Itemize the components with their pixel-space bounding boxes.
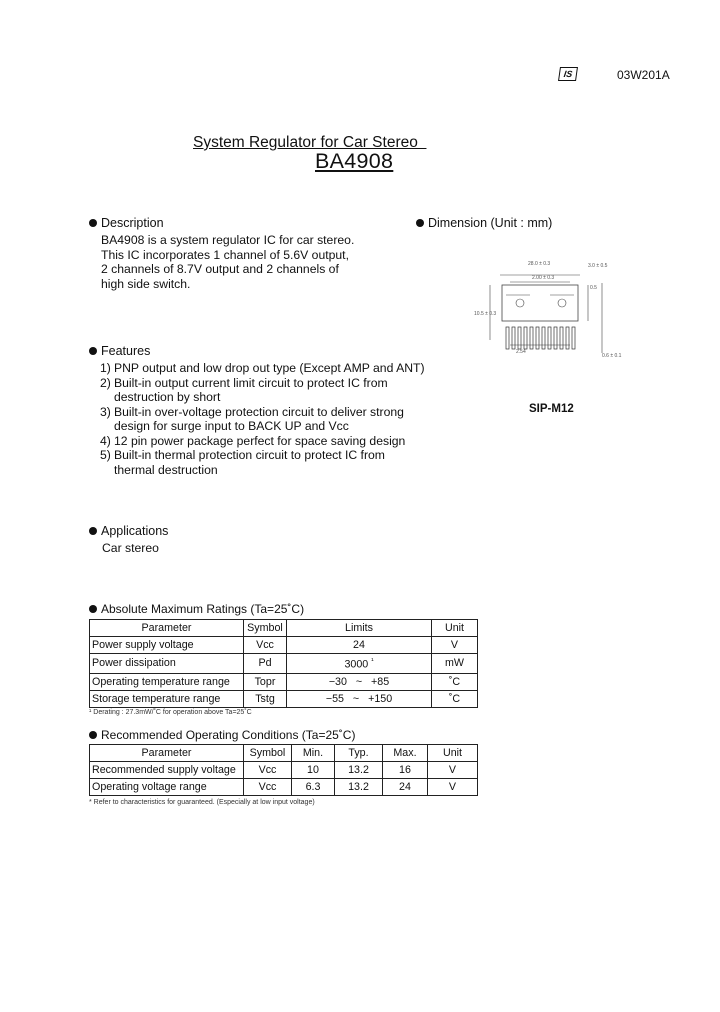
symbol-cell: Vcc <box>244 637 287 654</box>
limits-cell <box>287 690 432 707</box>
limit-separator: ~ <box>355 675 363 688</box>
feature-text: Built-in output current limit circuit to protect IC from <box>114 375 388 390</box>
limits-cell <box>287 673 432 690</box>
features-heading <box>89 344 150 358</box>
feature-text: 12 pin power package perfect for space saving design <box>114 433 406 448</box>
abs-max-table <box>89 619 478 708</box>
table-header-row <box>90 620 478 637</box>
min-cell: 10 <box>292 762 335 779</box>
limits-value: 3000 <box>344 658 369 671</box>
feature-item <box>100 376 425 391</box>
limit-min: −30 <box>328 675 347 688</box>
rec-op-heading <box>89 728 355 742</box>
unit-cell: V <box>432 637 478 654</box>
rec-op-footnote: * Refer to characteristics for guaranteed. (Especially at low input voltage) <box>89 799 315 806</box>
dim-label-offset: 0.5 <box>590 285 597 291</box>
column-header: Unit <box>432 620 478 637</box>
column-header: Symbol <box>244 620 287 637</box>
symbol-cell: Vcc <box>244 779 292 796</box>
feature-text: PNP output and low drop out type (Except AMP and ANT) <box>114 361 425 375</box>
column-header: Limits <box>287 620 432 637</box>
feature-number: 5) <box>100 448 111 462</box>
feature-item <box>100 448 425 463</box>
dim-label-inner: 2.00 ± 0.3 <box>532 275 555 281</box>
feature-text-continued: destruction by short <box>114 390 221 404</box>
dim-label-width: 28.0 ± 0.3 <box>528 261 551 267</box>
symbol-cell: Tstg <box>244 690 287 707</box>
table-row <box>90 637 478 654</box>
abs-max-footnote: ¹ Derating : 27.3mW/˚C for operation above Ta=25˚C <box>89 709 252 716</box>
table-header-row <box>90 745 478 762</box>
column-header: Parameter <box>90 620 244 637</box>
table-row <box>90 690 478 707</box>
description-line: 2 channels of 8.7V output and 2 channels of <box>101 262 339 276</box>
table-row <box>90 673 478 690</box>
limit-separator: ~ <box>352 692 360 705</box>
bullet-icon <box>416 219 424 227</box>
param-cell: Power dissipation <box>90 654 244 674</box>
footnote-mark: ¹ <box>371 658 374 665</box>
feature-text: Built-in over-voltage protection circuit to deliver strong <box>114 404 404 419</box>
column-header: Unit <box>428 745 478 762</box>
typ-cell: 13.2 <box>335 779 383 796</box>
package-dimension-drawing <box>470 255 630 365</box>
param-cell: Operating voltage range <box>90 779 244 796</box>
description-body <box>101 233 354 291</box>
bullet-icon <box>89 605 97 613</box>
column-header: Symbol <box>244 745 292 762</box>
feature-text-continued: thermal destruction <box>114 462 218 477</box>
feature-number: 2) <box>100 375 111 390</box>
abs-max-heading-text: Absolute Maximum Ratings (Ta=25˚C) <box>101 602 305 616</box>
min-cell: 6.3 <box>292 779 335 796</box>
symbol-cell: Vcc <box>244 762 292 779</box>
dimension-heading-text: Dimension (Unit : mm) <box>428 216 553 230</box>
rec-op-table <box>89 744 478 796</box>
limit-max: +150 <box>368 692 393 705</box>
feature-item <box>100 434 425 449</box>
limits-cell: 24 <box>287 637 432 654</box>
feature-item <box>100 361 425 376</box>
param-cell: Storage temperature range <box>90 690 244 707</box>
applications-text: Car stereo <box>102 541 159 555</box>
feature-text-continued: design for surge input to BACK UP and Vcc <box>114 419 349 433</box>
bullet-icon <box>89 219 97 227</box>
feature-item <box>100 405 425 420</box>
dim-label-height: 10.5 ± 0.3 <box>474 311 497 317</box>
param-cell: Recommended supply voltage <box>90 762 244 779</box>
applications-heading <box>89 524 168 538</box>
description-heading-text: Description <box>101 216 164 230</box>
bullet-icon <box>89 731 97 739</box>
unit-cell: ˚C <box>432 690 478 707</box>
column-header: Max. <box>383 745 428 762</box>
symbol-cell: Topr <box>244 673 287 690</box>
bullet-icon <box>89 347 97 355</box>
table-row <box>90 762 478 779</box>
document-number: 03W201A <box>617 68 670 82</box>
document-subtitle: System Regulator for Car Stereo <box>193 134 427 151</box>
typ-cell: 13.2 <box>335 762 383 779</box>
param-cell: Operating temperature range <box>90 673 244 690</box>
dim-label-pitch: 2.54 <box>516 349 526 355</box>
symbol-cell: Pd <box>244 654 287 674</box>
max-cell: 16 <box>383 762 428 779</box>
column-header: Typ. <box>335 745 383 762</box>
param-cell: Power supply voltage <box>90 637 244 654</box>
dim-label-lead: 0.6 ± 0.1 <box>602 353 622 359</box>
unit-cell: V <box>428 779 478 796</box>
dim-label-thickness: 3.0 ± 0.5 <box>588 263 608 269</box>
description-line: high side switch. <box>101 276 191 291</box>
feature-text: Built-in thermal protection circuit to protect IC from <box>114 448 385 462</box>
dimension-heading <box>416 216 552 230</box>
features-list <box>100 361 425 477</box>
part-number-title: BA4908 <box>315 149 394 173</box>
column-header: Min. <box>292 745 335 762</box>
table-row <box>90 654 478 674</box>
feature-number: 3) <box>100 404 111 419</box>
description-line: BA4908 is a system regulator IC for car stereo. <box>101 233 355 247</box>
feature-number: 4) <box>100 433 111 448</box>
package-name: SIP-M12 <box>529 403 574 415</box>
applications-heading-text: Applications <box>101 524 169 538</box>
package-leads <box>506 327 575 349</box>
limits-cell <box>287 654 432 674</box>
feature-number: 1) <box>100 361 111 375</box>
table-row <box>90 779 478 796</box>
unit-cell: mW <box>432 654 478 674</box>
abs-max-heading <box>89 602 304 616</box>
rec-op-heading-text: Recommended Operating Conditions (Ta=25˚C) <box>101 728 356 742</box>
company-logo: IS <box>558 67 578 81</box>
unit-cell: ˚C <box>432 673 478 690</box>
column-header: Parameter <box>90 745 244 762</box>
limit-min: −55 <box>325 692 344 705</box>
max-cell: 24 <box>383 779 428 796</box>
description-heading <box>89 216 164 230</box>
limit-max: +85 <box>371 675 390 688</box>
unit-cell: V <box>428 762 478 779</box>
bullet-icon <box>89 527 97 535</box>
features-heading-text: Features <box>101 344 151 358</box>
description-line: This IC incorporates 1 channel of 5.6V output, <box>101 247 349 262</box>
